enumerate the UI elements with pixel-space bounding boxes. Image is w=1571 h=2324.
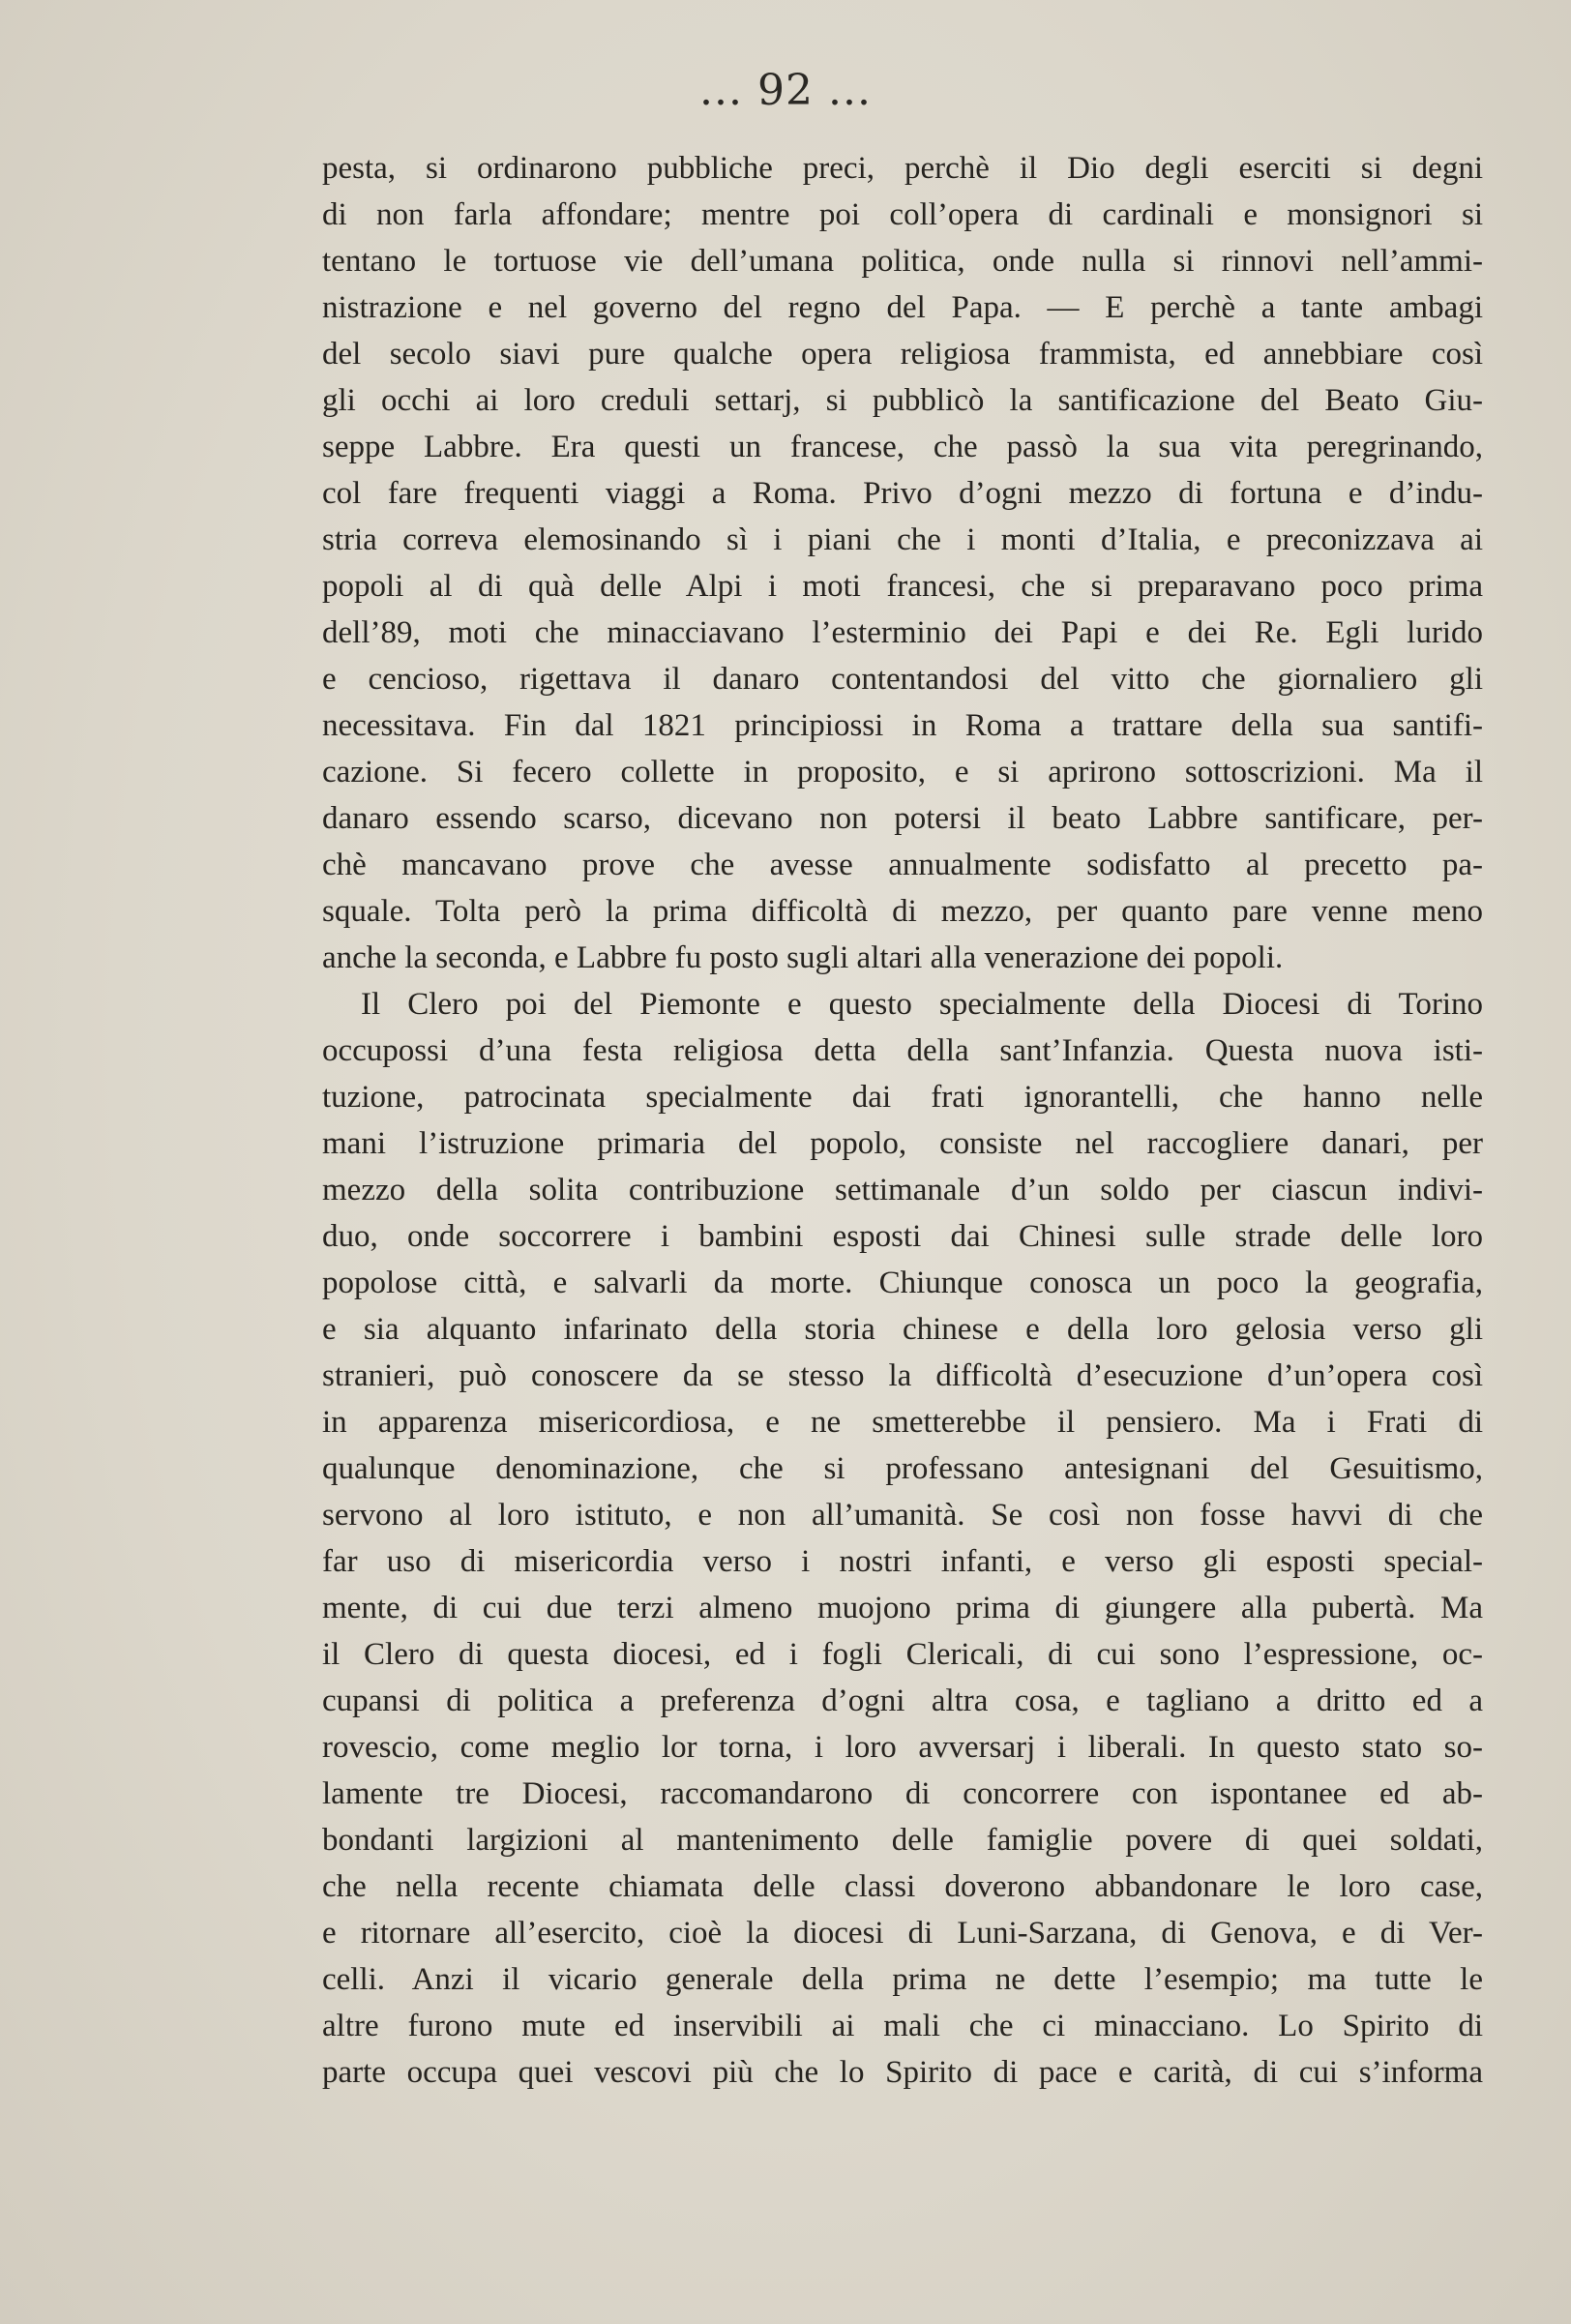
text-line: gli occhi ai loro creduli settarj, si pubblicò la santificazione del Beato Giu- (322, 383, 1483, 418)
text-line: e cencioso, rigettava il danaro contentandosi del vitto che giornaliero gli (322, 662, 1483, 697)
text-line: e ritornare all’esercito, cioè la diocesi di Luni-Sarzana, di Genova, e di Ver- (322, 1916, 1483, 1951)
text-line: altre furono mute ed inservibili ai mali che ci minacciano. Lo Spirito di (322, 2009, 1483, 2043)
text-line: stria correva elemosinando sì i piani che i monti d’Italia, e preconizzava ai (322, 522, 1483, 557)
text-line: popoli al di quà delle Alpi i moti francesi, che si preparavano poco prima (322, 569, 1483, 604)
text-line: che nella recente chiamata delle classi doverono abbandonare le loro case, (322, 1869, 1483, 1904)
text-line: lamente tre Diocesi, raccomandarono di concorrere con ispontanee ed ab- (322, 1776, 1483, 1811)
text-line: in apparenza misericordiosa, e ne smetterebbe il pensiero. Ma i Frati di (322, 1405, 1483, 1440)
text-line: popolose città, e salvarli da morte. Chiunque conosca un poco la geografia, (322, 1266, 1483, 1300)
page-number: ... 92 ... (699, 66, 872, 115)
text-line: di non farla affondare; mentre poi coll’opera di cardinali e monsignori si (322, 197, 1483, 232)
text-line: cazione. Si fecero collette in proposito, e si aprirono sottoscrizioni. Ma il (322, 755, 1483, 790)
text-line: squale. Tolta però la prima difficoltà di mezzo, per quanto pare venne meno (322, 894, 1483, 929)
body-text (322, 145, 1483, 2096)
text-line: il Clero di questa diocesi, ed i fogli Clericali, di cui sono l’espressione, oc- (322, 1637, 1483, 1672)
text-line: mani l’istruzione primaria del popolo, consiste nel raccogliere danari, per (322, 1126, 1483, 1161)
text-line: celli. Anzi il vicario generale della prima ne dette l’esempio; ma tutte le (322, 1962, 1483, 1997)
text-line: mezzo della solita contribuzione settimanale d’un soldo per ciascun indivi- (322, 1173, 1483, 1207)
text-line: rovescio, come meglio lor torna, i loro avversarj i liberali. In questo stato so- (322, 1730, 1483, 1765)
text-line: nistrazione e nel governo del regno del Papa. — E perchè a tante ambagi (322, 290, 1483, 325)
text-line: del secolo siavi pure qualche opera religiosa frammista, ed annebbiare così (322, 337, 1483, 372)
text-line: cupansi di politica a preferenza d’ogni altra cosa, e tagliano a dritto ed a (322, 1683, 1483, 1718)
text-line: danaro essendo scarso, dicevano non potersi il beato Labbre santificare, per- (322, 801, 1483, 836)
text-line: col fare frequenti viaggi a Roma. Privo d’ogni mezzo di fortuna e d’indu- (322, 476, 1483, 511)
text-line: tentano le tortuose vie dell’umana politica, onde nulla si rinnovi nell’ammi- (322, 244, 1483, 279)
text-line: anche la seconda, e Labbre fu posto sugli altari alla venerazione dei popoli. (322, 940, 1284, 975)
text-line: dell’89, moti che minacciavano l’esterminio dei Papi e dei Re. Egli lurido (322, 615, 1483, 650)
text-line: Il Clero poi del Piemonte e questo specialmente della Diocesi di Torino (361, 987, 1483, 1022)
text-line: far uso di misericordia verso i nostri infanti, e verso gli esposti special- (322, 1544, 1483, 1579)
text-line: parte occupa quei vescovi più che lo Spirito di pace e carità, di cui s’informa (322, 2055, 1483, 2090)
text-line: occupossi d’una festa religiosa detta della sant’Infanzia. Questa nuova isti- (322, 1033, 1483, 1068)
text-line: mente, di cui due terzi almeno muojono prima di giungere alla pubertà. Ma (322, 1591, 1483, 1625)
text-line: seppe Labbre. Era questi un francese, che passò la sua vita peregrinando, (322, 430, 1483, 464)
text-line: e sia alquanto infarinato della storia chinese e della loro gelosia verso gli (322, 1312, 1483, 1347)
text-line: qualunque denominazione, che si professano antesignani del Gesuitismo, (322, 1451, 1483, 1486)
text-line: stranieri, può conoscere da se stesso la difficoltà d’esecuzione d’un’opera così (322, 1358, 1483, 1393)
text-line: duo, onde soccorrere i bambini esposti dai Chinesi sulle strade delle loro (322, 1219, 1483, 1254)
text-line: servono al loro istituto, e non all’umanità. Se così non fosse havvi di che (322, 1498, 1483, 1533)
text-line: bondanti largizioni al mantenimento delle famiglie povere di quei soldati, (322, 1823, 1483, 1858)
text-line: necessitava. Fin dal 1821 principiossi in Roma a trattare della sua santifi- (322, 708, 1483, 743)
text-line: pesta, si ordinarono pubbliche preci, perchè il Dio degli eserciti si degni (322, 151, 1483, 186)
text-line: tuzione, patrocinata specialmente dai frati ignorantelli, che hanno nelle (322, 1080, 1483, 1115)
text-line: chè mancavano prove che avesse annualmente sodisfatto al precetto pa- (322, 848, 1483, 882)
